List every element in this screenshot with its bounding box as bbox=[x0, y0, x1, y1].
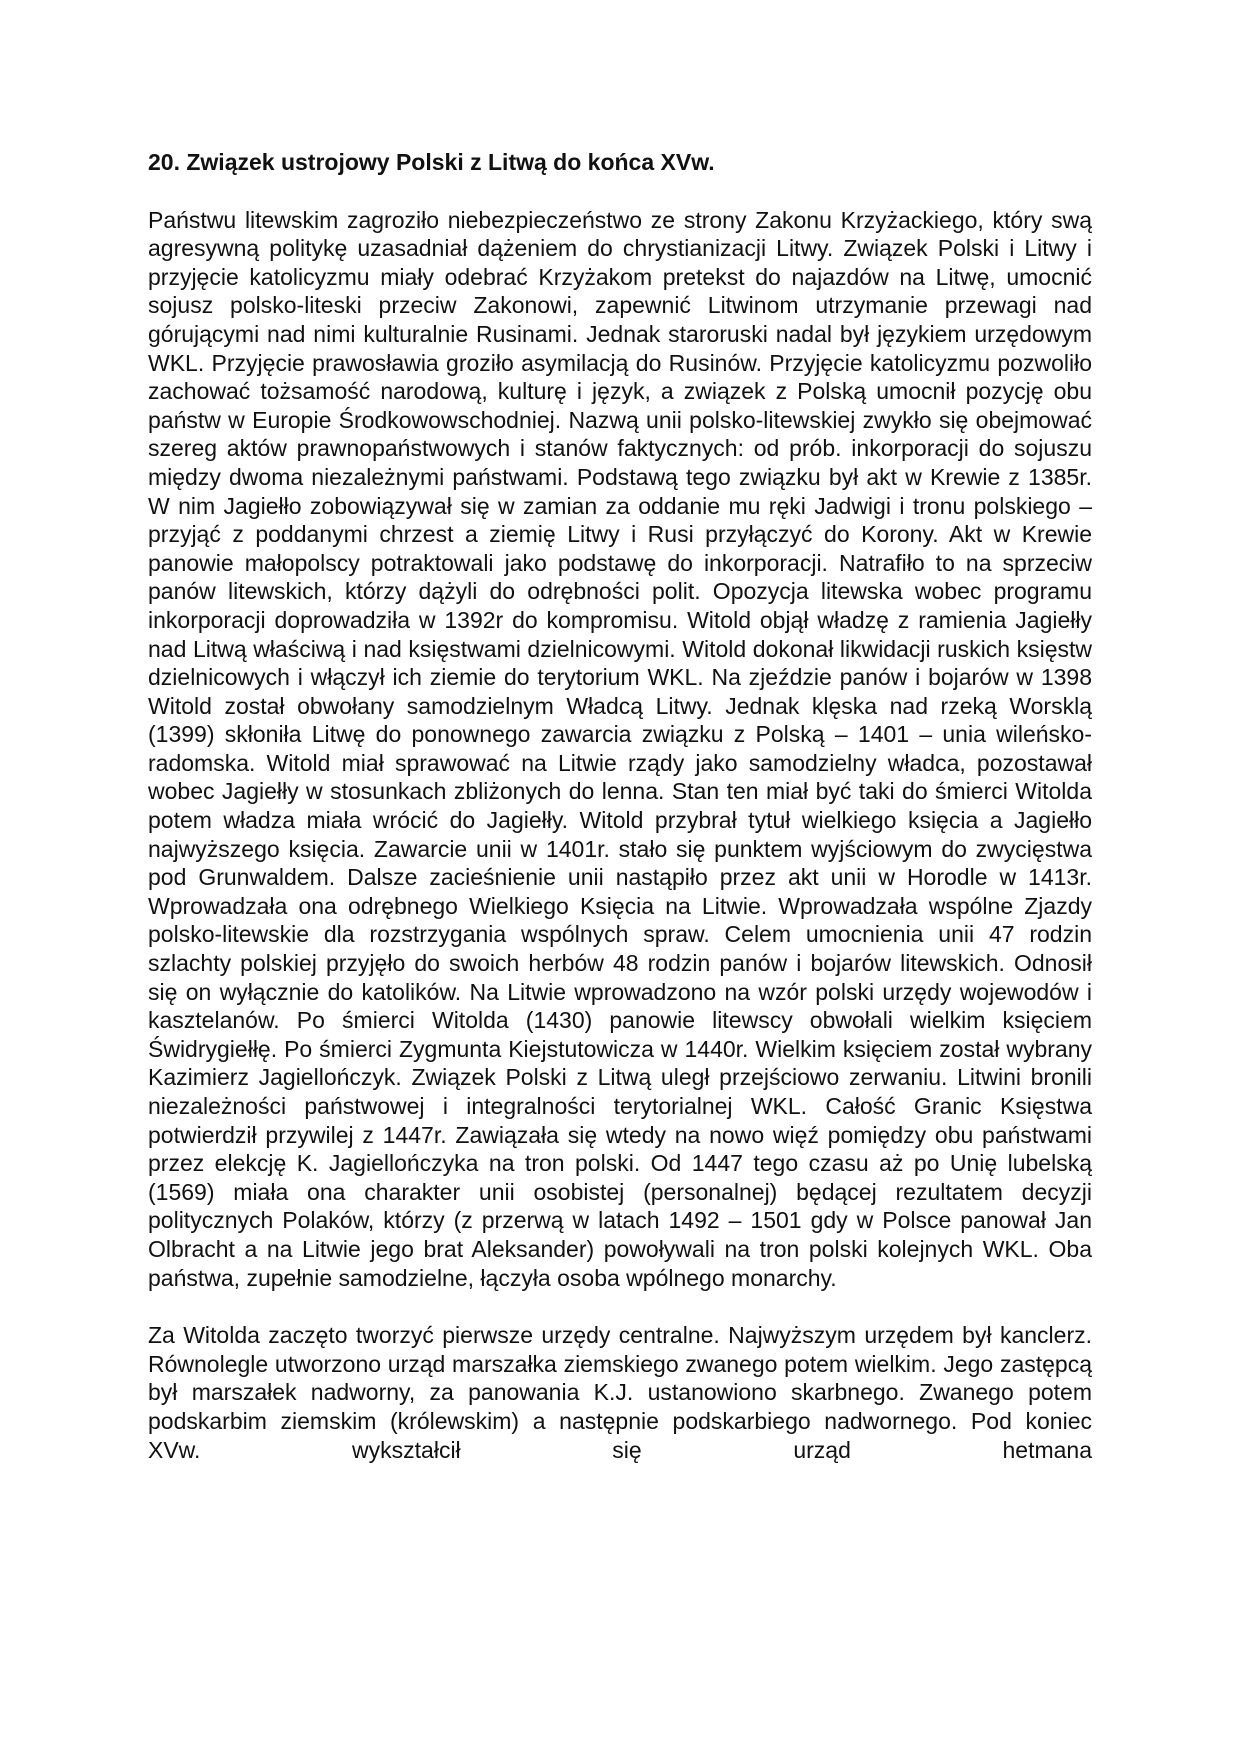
document-title: 20. Związek ustrojowy Polski z Litwą do końca XVw. bbox=[148, 149, 715, 175]
paragraph-union-history: Państwu litewskim zagroziło niebezpieczeństwo ze strony Zakonu Krzyżackiego, który swą agresywną politykę uzasadniał dążeniem do chrystianizacji Litwy. Związek Polski i Litwy i przyjęcie katolicyzmu miały odebrać Krzyżakom pretekst do najazdów na Litwę, umocnić sojusz polsko-liteski przeciw Zakonowi, zapewnić Litwinom utrzymanie przewagi nad górującymi nad nimi kulturalnie Rusinami. Jednak staroruski nadal był językiem urzędowym WKL. Przyjęcie prawosławia groziło asymilacją do Rusinów. Przyjęcie katolicyzmu pozwoliło zachować tożsamość narodową, kulturę i język, a związek z Polską umocnił pozycję obu państw w Europie Środkowowschodniej. Nazwą unii polsko-litewskiej zwykło się obejmować szereg aktów prawnopaństwowych i stanów faktycznych: od prób. inkorporacji do sojuszu między dwoma niezależnymi państwami. Podstawą tego związku był akt w Krewie z 1385r. W nim Jagiełło zobowiązywał się w zamian za oddanie mu ręki Jadwigi i tronu polskiego – przyjąć z poddanymi chrzest a ziemię Litwy i Rusi przyłączyć do Korony. Akt w Krewie panowie małopolscy potraktowali jako podstawę do inkorporacji. Natrafiło to na sprzeciw panów litewskich, którzy dążyli do odrębności polit. Opozycja litewska wobec programu inkorporacji doprowadziła w 1392r do kompromisu. Witold objął władzę z ramienia Jagiełły nad Litwą właściwą i nad księstwami dzielnicowymi. Witold dokonał likwidacji ruskich księstw dzielnicowych i włączył ich ziemie do terytorium WKL. Na zjeździe panów i bojarów w 1398 Witold został obwołany samodzielnym Władcą Litwy. Jednak klęska nad rzeką Worsklą (1399) skłoniła Litwę do ponownego zawarcia związku z Polską – 1401 – unia wileńsko-radomska. Witold miał sprawować na Litwie rządy jako samodzielny władca, pozostawał wobec Jagiełły w stosunkach zbliżonych do lenna. Stan ten miał być taki do śmierci Witolda potem władza miała wrócić do Jagiełły. Witold przybrał tytuł wielkiego księcia a Jagiełło najwyższego księcia. Zawarcie unii w 1401r. stało się punktem wyjściowym do zwycięstwa pod Grunwaldem. Dalsze zacieśnienie unii nastąpiło przez akt unii w Horodle w 1413r. Wprowadzała ona odrębnego Wielkiego Księcia na Litwie. Wprowadzała wspólne Zjazdy polsko-litewskie dla rozstrzygania wspólnych spraw. Celem umocnienia unii 47 rodzin szlachty polskiej przyjęło do swoich herbów 48 rodzin panów i bojarów litewskich. Odnosił się on wyłącznie do katolików. Na Litwie wprowadzono na wzór polski urzędy wojewodów i kasztelanów. Po śmierci Witolda (1430) panowie litewscy obwołali wielkim księciem Świdrygiełłę. Po śmierci Zygmunta Kiejstutowicza w 1440r. Wielkim księciem został wybrany Kazimierz Jagiellończyk. Związek Polski z Litwą uległ przejściowo zerwaniu. Litwini bronili niezależności państwowej i integralności terytorialnej WKL. Całość Granic Księstwa potwierdził przywilej z 1447r. Zawiązała się wtedy na nowo więź pomiędzy obu państwami przez elekcję K. Jagiellończyka na tron polski. Od 1447 tego czasu aż po Unię lubelską (1569) miała ona charakter unii osobistej (personalnej) będącej rezultatem decyzji politycznych Polaków, którzy (z przerwą w latach 1492 – 1501 gdy w Polsce panował Jan Olbracht a na Litwie jego brat Aleksander) powoływali na tron polski kolejnych WKL. Oba państwa, zupełnie samodzielne, łączyła osoba wpólnego monarchy. bbox=[148, 206, 1092, 1291]
paragraph-central-offices: Za Witolda zaczęto tworzyć pierwsze urzędy centralne. Najwyższym urzędem był kanclerz. Równolegle utworzono urząd marszałka ziemskiego zwanego potem wielkim. Jego zastępcą był marszałek nadworny, za panowania K.J. ustanowiono skarbnego. Zwanego potem podskarbim ziemskim (królewskim) a następnie podskarbiego nadwornego. Pod koniec XVw. wykształcił się urząd hetmana bbox=[148, 1322, 1092, 1463]
document-body bbox=[148, 148, 1092, 1464]
